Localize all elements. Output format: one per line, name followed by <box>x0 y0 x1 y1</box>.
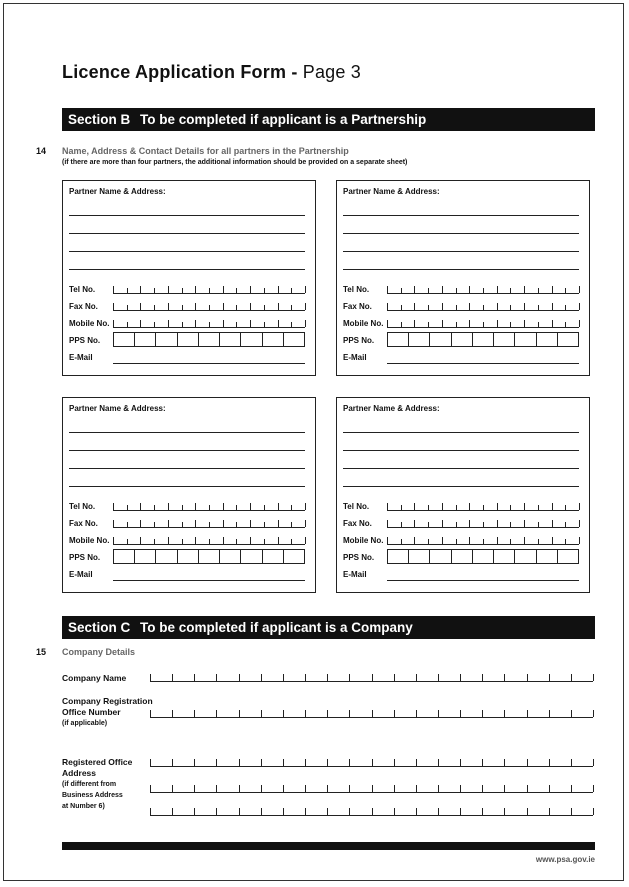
email-field[interactable] <box>387 363 579 364</box>
company-registration-note: (if applicable) <box>62 720 108 727</box>
fax-label: Fax No. <box>343 302 372 311</box>
partner-address-line[interactable] <box>69 432 305 433</box>
pps-label: PPS No. <box>343 336 375 345</box>
partner-address-line[interactable] <box>343 251 579 252</box>
partner-address-line[interactable] <box>343 450 579 451</box>
partner-address-line[interactable] <box>343 468 579 469</box>
pps-field[interactable] <box>387 549 579 564</box>
pps-label: PPS No. <box>69 553 101 562</box>
section-c-header <box>62 616 595 639</box>
company-name-label: Company Name <box>62 673 127 683</box>
fax-field[interactable] <box>387 302 579 311</box>
email-field[interactable] <box>113 363 305 364</box>
mobile-label: Mobile No. <box>343 319 384 328</box>
partner-address-line[interactable] <box>343 269 579 270</box>
question-14-note: (if there are more than four partners, the additional information should be provided on a separate sheet) <box>62 159 408 166</box>
partner-box-2 <box>336 180 590 376</box>
question-14-heading: Name, Address & Contact Details for all partners in the Partnership <box>62 146 349 156</box>
tel-label: Tel No. <box>343 285 370 294</box>
partner-address-line[interactable] <box>343 432 579 433</box>
tel-label: Tel No. <box>343 502 370 511</box>
mobile-field[interactable] <box>113 319 305 328</box>
mobile-field[interactable] <box>387 536 579 545</box>
fax-field[interactable] <box>113 519 305 528</box>
fax-field[interactable] <box>387 519 579 528</box>
form-title: Licence Application Form - <box>62 62 298 82</box>
partner-address-line[interactable] <box>343 233 579 234</box>
email-field[interactable] <box>113 580 305 581</box>
section-c-heading: To be completed if applicant is a Company <box>140 620 413 635</box>
partner-address-line[interactable] <box>69 215 305 216</box>
partner-address-line[interactable] <box>69 468 305 469</box>
partner-name-address-label: Partner Name & Address: <box>69 404 166 413</box>
partner-box-3 <box>62 397 316 593</box>
partner-name-address-label: Partner Name & Address: <box>343 404 440 413</box>
registered-office-label <box>62 757 132 812</box>
fax-label: Fax No. <box>69 519 98 528</box>
partner-address-line[interactable] <box>69 450 305 451</box>
pps-label: PPS No. <box>343 553 375 562</box>
pps-field[interactable] <box>113 549 305 564</box>
pps-field[interactable] <box>387 332 579 347</box>
question-15-number: 15 <box>36 647 47 657</box>
registered-office-field-line1[interactable] <box>150 757 593 767</box>
email-label: E-Mail <box>343 353 367 362</box>
question-15-heading: Company Details <box>62 647 136 657</box>
mobile-label: Mobile No. <box>343 536 384 545</box>
tel-label: Tel No. <box>69 285 96 294</box>
registered-office-label-line1: Registered Office <box>62 757 133 767</box>
partner-name-address-label: Partner Name & Address: <box>69 187 166 196</box>
mobile-label: Mobile No. <box>69 536 110 545</box>
section-c-code: Section C <box>68 620 131 635</box>
section-b-header <box>62 108 595 131</box>
pps-field[interactable] <box>113 332 305 347</box>
company-registration-label-line2: Office Number <box>62 707 121 717</box>
registered-office-note-line3: at Number 6) <box>62 803 105 810</box>
email-label: E-Mail <box>69 570 93 579</box>
registered-office-field-line3[interactable] <box>150 806 593 816</box>
tel-field[interactable] <box>387 502 579 511</box>
page-title <box>62 62 361 83</box>
partner-address-line[interactable] <box>69 486 305 487</box>
email-field[interactable] <box>387 580 579 581</box>
partner-box-4 <box>336 397 590 593</box>
partner-address-line[interactable] <box>343 486 579 487</box>
company-registration-label <box>62 696 153 729</box>
partner-box-1 <box>62 180 316 376</box>
partner-name-address-label: Partner Name & Address: <box>343 187 440 196</box>
registered-office-field-line2[interactable] <box>150 783 593 793</box>
registered-office-note-line1: (if different from <box>62 781 117 788</box>
mobile-field[interactable] <box>387 319 579 328</box>
question-14-number: 14 <box>36 146 47 156</box>
company-registration-field[interactable] <box>150 708 593 718</box>
partner-address-line[interactable] <box>69 269 305 270</box>
partner-address-line[interactable] <box>343 215 579 216</box>
page-number: Page 3 <box>302 62 362 82</box>
section-b-heading: To be completed if applicant is a Partnership <box>140 112 427 127</box>
footer-url: www.psa.gov.ie <box>535 855 595 864</box>
company-name-field[interactable] <box>150 672 593 682</box>
fax-label: Fax No. <box>343 519 372 528</box>
section-b-code: Section B <box>68 112 131 127</box>
tel-field[interactable] <box>113 285 305 294</box>
fax-field[interactable] <box>113 302 305 311</box>
email-label: E-Mail <box>343 570 367 579</box>
registered-office-note-line2: Business Address <box>62 792 123 799</box>
registered-office-label-line2: Address <box>62 768 97 778</box>
bottom-divider <box>62 842 595 850</box>
tel-label: Tel No. <box>69 502 96 511</box>
tel-field[interactable] <box>113 502 305 511</box>
tel-field[interactable] <box>387 285 579 294</box>
company-registration-label-line1: Company Registration <box>62 696 153 706</box>
fax-label: Fax No. <box>69 302 98 311</box>
partner-address-line[interactable] <box>69 233 305 234</box>
partner-address-line[interactable] <box>69 251 305 252</box>
mobile-label: Mobile No. <box>69 319 110 328</box>
mobile-field[interactable] <box>113 536 305 545</box>
pps-label: PPS No. <box>69 336 101 345</box>
email-label: E-Mail <box>69 353 93 362</box>
